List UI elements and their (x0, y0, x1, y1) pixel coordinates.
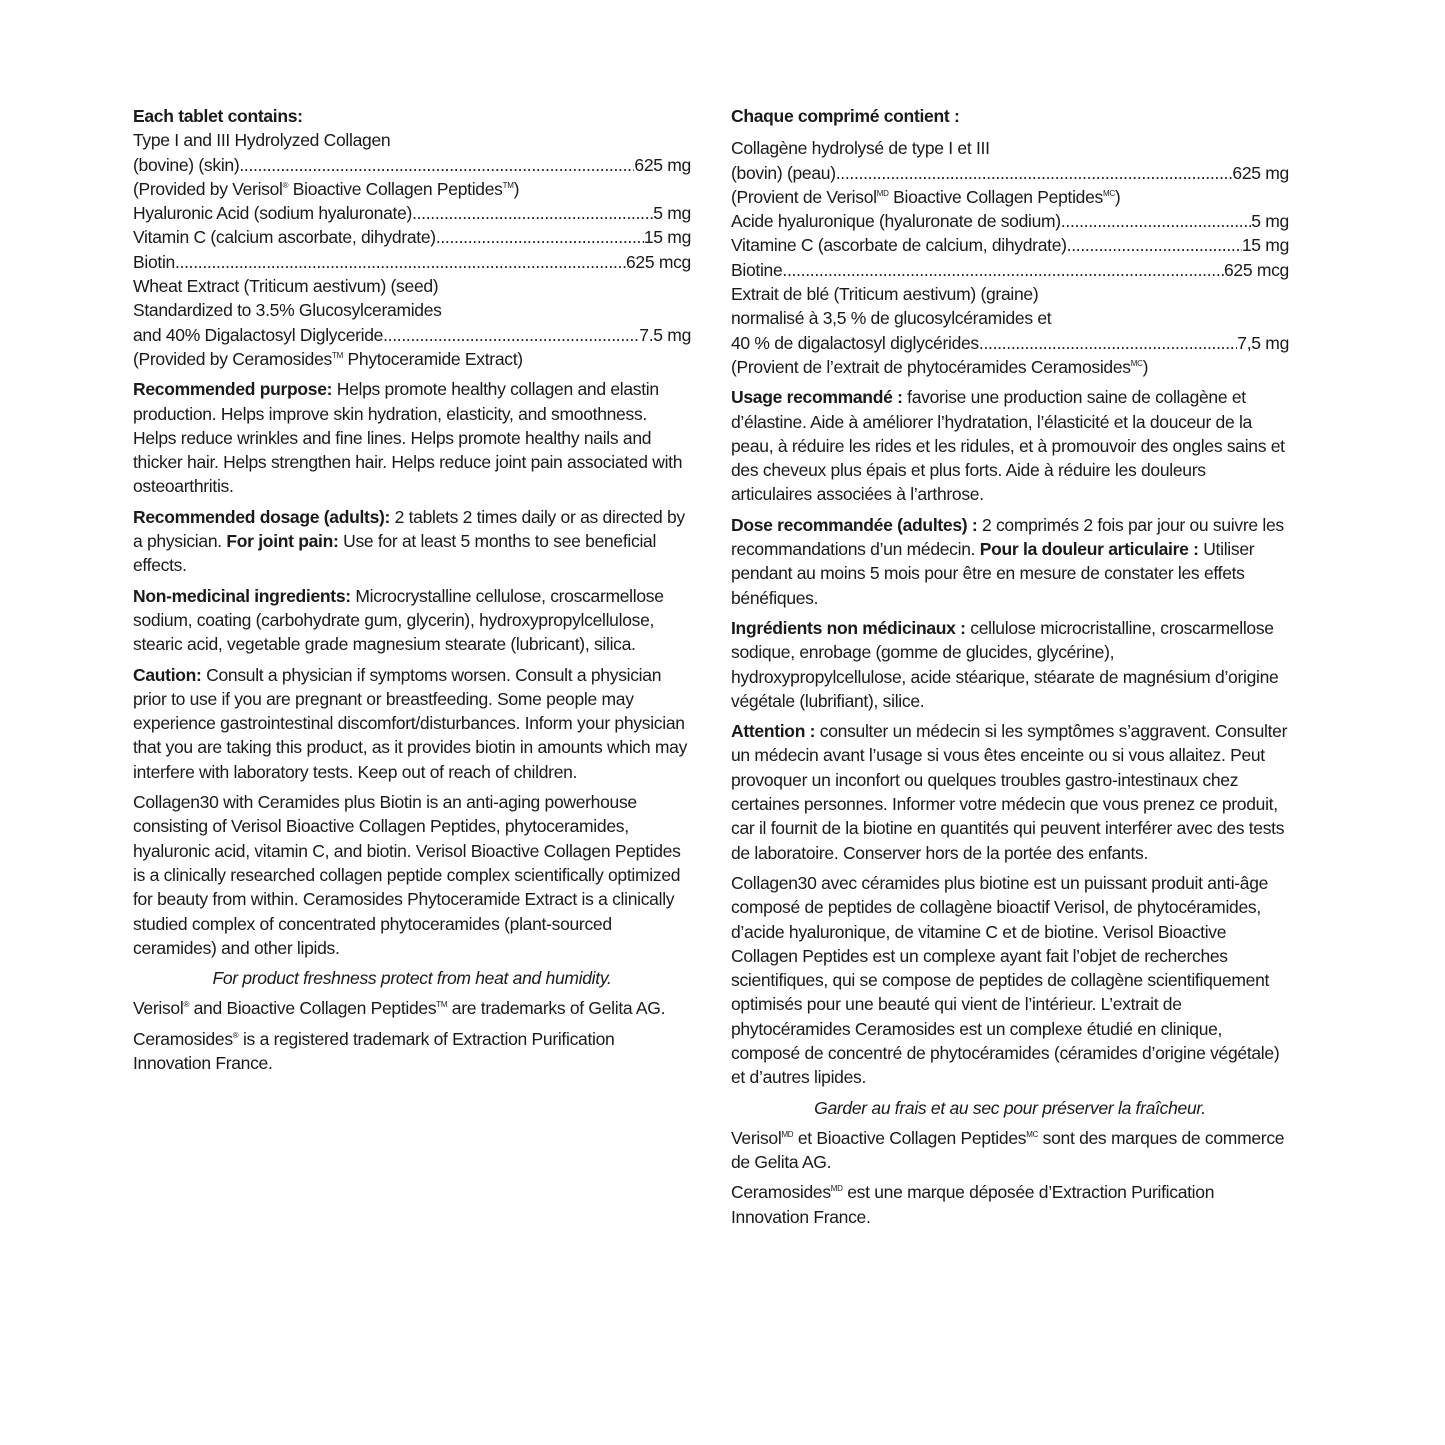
section-text: Utiliser pendant au moins 5 mois pour être en mesure de constater les effets bénéfiques. (731, 539, 1255, 608)
product-description: Collagen30 with Ceramides plus Biotin is an anti-aging powerhouse consisting of Verisol Bioactive Collagen Peptides, phytoceramides, hyaluronic acid, vitamin C, and biotin. Verisol Bioactive Collagen Peptides is a clinically researched collagen peptide complex scientifically optimized for beauty from within. Ceramosides Phytoceramide Extract is a clinically studied complex of concentrated phytoceramides (plant-sourced ceramides) and other lipids. (133, 792, 681, 958)
ingredient-label: Biotin (133, 251, 175, 272)
ingredients-title: Chaque comprimé contient : (731, 106, 960, 126)
leader-dots (412, 201, 653, 225)
section-text: 2 comprimés 2 fois par jour ou suivre les recommandations d’un médecin. (731, 514, 1284, 560)
recommended-dosage (731, 513, 1289, 610)
ingredient-amount: 15 mg (1241, 235, 1289, 256)
provided-by-text: ) (513, 178, 520, 199)
ingredient-row (731, 233, 1289, 257)
trademark-text: sont des marques de commerce de Gelita AG. (731, 1127, 1285, 1173)
ingredient-label: (bovine) (skin) (133, 154, 240, 175)
section-text: Microcrystalline cellulose, croscarmellose sodium, coating (carbohydrate gum, glycerin), hydroxypropylcellulose, stearic acid, vegetable grade magnesium stearate (lubricant), silica. (133, 585, 664, 655)
leader-dots (782, 258, 1224, 282)
registered-mark: ® (183, 1000, 190, 1010)
leader-dots (383, 323, 639, 347)
registered-mark: MD (876, 188, 889, 198)
trademark-text: and Bioactive Collagen Peptides (189, 998, 437, 1019)
caution (731, 719, 1289, 865)
ingredient-row (133, 201, 691, 225)
section-heading: Recommended dosage (adults): (133, 506, 391, 527)
leader-dots (1067, 233, 1242, 257)
ingredient-amount: 7.5 mg (639, 324, 691, 345)
ingredient-label: Vitamin C (calcium ascorbate, dihydrate) (133, 227, 436, 248)
recommended-dosage (133, 505, 691, 578)
section-text: consulter un médecin si les symptômes s’aggravent. Consulter un médecin avant l’usage si vous êtes enceinte ou si vous allaitez. Peut provoquer un inconfort ou quelques troubles gastro-intestinaux chez certaines personnes. Informer votre médecin que vous prenez ce produit, car il fournit de la biotine en quantités qui peuvent interférer avec des tests de laboratoire. Conserver hors de la portée des enfants. (731, 721, 1288, 863)
section-heading: Attention : (731, 721, 816, 742)
freshness-note: Garder au frais et au sec pour préserver la fraîcheur. (814, 1097, 1206, 1118)
product-description: Collagen30 avec céramides plus biotine est un puissant produit anti-âge composé de peptides de collagène bioactif Verisol, de phytocéramides, d’acide hyaluronique, de vitamine C et de biotine. Verisol Bioactive Collagen Peptides est un complexe ayant fait l’objet de recherches scientifiques, qui se compose de peptides de collagène scientifiquement optimisés pour une beauté qui vient de l’intérieur. L’extrait de phytocéramides Ceramosides est un complexe étudié en clinique, composé de concentré de phytocéramides (céramides d’origine végétale) et d’autres lipides. (731, 872, 1280, 1088)
trademark-text: is a registered trademark of Extraction Purification Innovation France. (133, 1028, 615, 1073)
ingredient-label: Acide hyaluronique (hyaluronate de sodium) (731, 211, 1061, 232)
registered-mark: MD (781, 1129, 794, 1139)
trademark-note (133, 1027, 691, 1076)
ingredient-amount: 625 mg (1232, 162, 1289, 183)
ingredient-row (133, 323, 691, 347)
trademark-mark: MC (1026, 1129, 1039, 1139)
trademark-text: Ceramosides (133, 1028, 233, 1049)
trademark-text: Verisol (133, 998, 184, 1019)
provided-by-text: ) (1114, 186, 1121, 207)
ingredient-line: Collagène hydrolysé de type I et III (731, 138, 990, 159)
section-heading: Caution: (133, 664, 202, 685)
provided-by-text: Bioactive Collagen Peptides (288, 178, 503, 199)
trademark-text: are trademarks of Gelita AG. (447, 998, 666, 1019)
ingredient-amount: 5 mg (1251, 211, 1289, 232)
section-text: favorise une production saine de collagène et d’élastine. Aide à améliorer l’hydratation, l’élasticité et la douceur de la peau, à réduire les rides et les ridules, et à promouvoir des ongles sains et des cheveux plus épais et plus forts. Aide à réduire les douleurs articulaires associées à l’arthrose. (731, 387, 1285, 505)
ingredient-row (731, 258, 1289, 282)
provided-by-text: (Provient de l’extrait de phytocéramides Ceramosides (731, 356, 1131, 377)
ingredient-amount: 5 mg (653, 203, 691, 224)
freshness-note: For product freshness protect from heat and humidity. (212, 968, 612, 989)
leader-dots (836, 161, 1233, 185)
ingredient-label: Hyaluronic Acid (sodium hyaluronate) (133, 203, 413, 224)
english-column (133, 104, 691, 1075)
ingredient-label: Biotine (731, 259, 783, 280)
ingredient-row (133, 225, 691, 249)
french-column (731, 104, 1289, 1229)
leader-dots (436, 225, 644, 249)
trademark-mark: TM (332, 350, 343, 360)
ingredient-label: 40 % de digalactosyl diglycérides (731, 332, 979, 353)
ingredient-label: and 40% Digalactosyl Diglyceride (133, 324, 384, 345)
leader-dots (1061, 209, 1251, 233)
provided-by-text: (Provided by Verisol (133, 178, 283, 199)
non-medicinal-ingredients (133, 584, 691, 657)
leader-dots (175, 250, 626, 274)
ingredient-line (133, 347, 691, 371)
ingredient-amount: 625 mcg (625, 251, 691, 272)
section-text: Use for at least 5 months to see beneficial effects. (133, 531, 657, 576)
ingredient-line (731, 355, 1289, 379)
trademark-mark: TM (436, 1000, 448, 1010)
section-heading: Dose recommandée (adultes) : (731, 514, 978, 535)
leader-dots (239, 153, 634, 177)
provided-by-text: Bioactive Collagen Peptides (888, 186, 1103, 207)
trademark-text: Verisol (731, 1127, 782, 1148)
ingredient-line: Standardized to 3.5% Glucosylceramides (133, 300, 442, 321)
trademark-note (731, 1126, 1289, 1175)
trademark-text: Ceramosides (731, 1182, 831, 1203)
section-heading: Recommended purpose: (133, 379, 333, 400)
ingredient-row (731, 331, 1289, 355)
provided-by-text: ) (1142, 356, 1149, 377)
ingredient-row (731, 209, 1289, 233)
section-heading: For joint pain: (226, 531, 339, 552)
section-heading: Non-medicinal ingredients: (133, 585, 351, 606)
section-text: cellulose microcristalline, croscarmellose sodique, enrobage (gomme de glucides, glycérine), hydroxypropylcellulose, acide stéarique, stéarate de magnésium d’origine végétale (lubrifiant), silice. (731, 617, 1279, 711)
trademark-mark: MC (1130, 358, 1143, 368)
ingredient-label: Vitamine C (ascorbate de calcium, dihydrate) (731, 235, 1067, 256)
ingredient-amount: 7,5 mg (1237, 332, 1289, 353)
section-text: Consult a physician if symptoms worsen. Consult a physician prior to use if you are pregnant or breastfeeding. Some people may experience gastrointestinal discomfort/disturbances. Inform your physician that you are taking this product, as it provides biotin in amounts which may interfere with laboratory tests. Keep out of reach of children. (133, 664, 688, 782)
registered-mark: ® (282, 180, 289, 190)
ingredient-row (731, 161, 1289, 185)
ingredient-line: Extrait de blé (Triticum aestivum) (graine) (731, 284, 1039, 305)
ingredient-amount: 625 mg (634, 154, 691, 175)
registered-mark: MD (830, 1184, 843, 1194)
section-heading: Usage recommandé : (731, 387, 903, 408)
provided-by-text: (Provided by Ceramosides (133, 348, 332, 369)
trademark-text: et Bioactive Collagen Peptides (793, 1127, 1027, 1148)
ingredients-title: Each tablet contains: (133, 106, 303, 126)
provided-by-text: Phytoceramide Extract) (342, 348, 523, 369)
ingredient-line (731, 185, 1289, 209)
caution (133, 663, 691, 784)
ingredient-line: Wheat Extract (Triticum aestivum) (seed) (133, 276, 439, 297)
section-heading: Pour la douleur articulaire : (979, 539, 1199, 560)
provided-by-text: (Provient de Verisol (731, 186, 877, 207)
trademark-mark: MC (1102, 188, 1115, 198)
ingredient-line: normalisé à 3,5 % de glucosylcéramides et (731, 308, 1052, 329)
ingredient-line (133, 177, 691, 201)
non-medicinal-ingredients (731, 616, 1289, 713)
trademark-mark: TM (502, 180, 514, 190)
ingredient-row (133, 250, 691, 274)
ingredient-line: Type I and III Hydrolyzed Collagen (133, 130, 391, 151)
section-text: 2 tablets 2 times daily or as directed by a physician. (133, 506, 685, 552)
section-text: Helps promote healthy collagen and elastin production. Helps improve skin hydration, elasticity, and smoothness. Helps reduce wrinkles and fine lines. Helps promote healthy nails and thicker hair. Helps strengthen hair. Helps reduce joint pain associated with osteoarthritis. (133, 379, 683, 497)
recommended-purpose (731, 385, 1289, 506)
trademark-note (731, 1180, 1289, 1229)
ingredient-label: (bovin) (peau) (731, 162, 836, 183)
trademark-note (133, 996, 691, 1020)
recommended-purpose (133, 377, 691, 498)
ingredient-row (133, 153, 691, 177)
leader-dots (979, 331, 1237, 355)
ingredient-amount: 15 mg (643, 227, 691, 248)
registered-mark: ® (232, 1030, 239, 1040)
ingredient-amount: 625 mcg (1223, 259, 1289, 280)
section-heading: Ingrédients non médicinaux : (731, 617, 966, 638)
trademark-text: est une marque déposée d’Extraction Purification Innovation France. (731, 1182, 1215, 1227)
